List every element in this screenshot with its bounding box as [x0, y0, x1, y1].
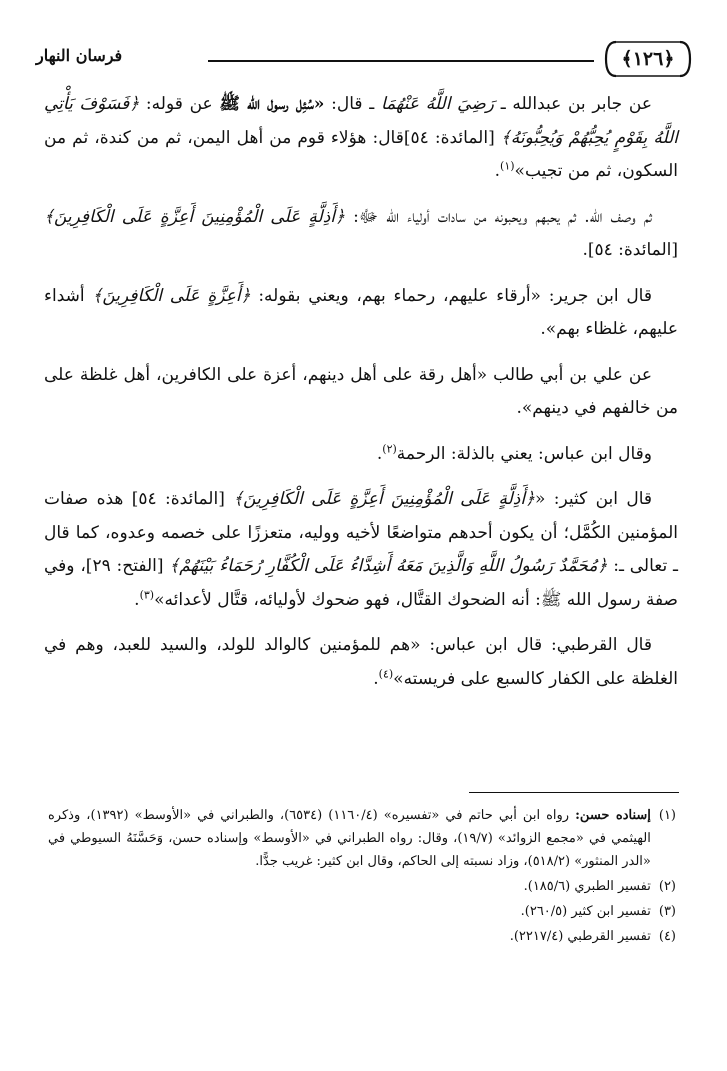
- footnote-body: تفسير ابن كثير (٢٦٠/٥).: [520, 904, 651, 919]
- text-segment: ثم وصف الله. ثم يحبهم ويحبونه من سادات أولياء الله ﷻ:: [344, 206, 652, 227]
- footnote-reference: (٢): [382, 441, 397, 455]
- footnote: [48, 875, 676, 898]
- paragraph: [44, 483, 678, 617]
- footnote-reference: (٤): [378, 666, 394, 680]
- text-segment: قال القرطبي: قال ابن عباس: «هم للمؤمنين كالوالد للولد، والسيد للعبد، وهم في الغلظة على الكفار كالسبع على فريسته»: [44, 635, 678, 689]
- footnote: [48, 804, 676, 873]
- text-segment: .: [373, 668, 379, 689]
- text-segment: [المائدة: ٥٤] هذه صفات المؤمنين الكُمَّل؛ أن يكون أحدهم متواضعًا لأخيه ووليه، متعززًا على خصمه وعدوه، كما قال ـ تعالى ـ:: [44, 489, 678, 576]
- paragraph: [44, 359, 678, 426]
- footnote-reference: (٣): [139, 587, 155, 601]
- main-text: [44, 88, 678, 708]
- footnote-text: [48, 900, 651, 923]
- footnote: [48, 925, 676, 948]
- footnote-separator: [469, 792, 679, 793]
- footnote-number: (١): [658, 808, 676, 823]
- footnote-body: تفسير القرطبي (٢٢١٧/٤).: [509, 929, 651, 944]
- text-segment: عن قوله:: [139, 94, 220, 114]
- footnote-grading: إسناده حسن:: [575, 808, 651, 823]
- footnote-reference: (١): [500, 159, 515, 173]
- footnote-number: (٤): [658, 929, 676, 944]
- text-segment: [المائدة: ٥٤].: [582, 240, 678, 260]
- text-segment: وقال ابن عباس: يعني بالذلة: الرحمة: [396, 443, 652, 464]
- text-segment: أشداء عليهم، غلظاء بهم».: [44, 285, 678, 339]
- quran-verse: ﴿أَذِلَّةٍ عَلَى الْمُؤْمِنِينَ أَعِزَّةٍ عَلَى الْكَافِرِينَ﴾: [44, 206, 345, 227]
- footnotes: [48, 804, 676, 950]
- quran-verse: ﴿فَسَوْفَ يَأْتِي اللَّهُ بِقَوْمٍ يُحِبُّهُمْ وَيُحِبُّونَهُ﴾: [44, 94, 678, 148]
- quran-verse: ﴿أَعِزَّةٍ عَلَى الْكَافِرِينَ﴾: [92, 285, 251, 306]
- footnote-text: [48, 804, 651, 873]
- emphasized-text: «سُئِل رسول الله ﷺ: [219, 94, 325, 114]
- quran-verse: ﴿مُحَمَّدٌ رَسُولُ اللَّهِ وَالَّذِينَ مَعَهُ أَشِدَّاءُ عَلَى الْكُفَّارِ رُحَمَاءُ بَيْنَهُمْ﴾: [169, 556, 608, 576]
- paragraph: [44, 201, 678, 268]
- paragraph: [44, 280, 678, 347]
- paragraph: [44, 88, 678, 189]
- header-rule: [208, 60, 594, 62]
- text-segment: قال ابن جرير: «أرقاء عليهم، رحماء بهم، ويعني بقوله:: [250, 285, 652, 306]
- paragraph: [44, 629, 678, 696]
- quran-verse: ﴿أَذِلَّةٍ عَلَى الْمُؤْمِنِينَ أَعِزَّةٍ عَلَى الْكَافِرِينَ﴾: [233, 489, 536, 509]
- paragraph: [44, 438, 678, 472]
- footnote-text: [48, 925, 651, 948]
- text-segment: .: [134, 589, 140, 610]
- text-segment: [الفتح: ٢٩]، وفي صفة رسول الله ﷺ: أنه الضحوك القتَّال، فهو ضحوك لأوليائه، قتَّال لأعدائه»: [44, 556, 678, 610]
- text-segment: ـ قال:: [324, 94, 381, 114]
- text-segment: قال ابن كثير: «: [535, 489, 653, 509]
- footnote-text: [48, 875, 651, 898]
- footnote: [48, 900, 676, 923]
- footnote-number: (٢): [658, 879, 676, 894]
- text-segment: عن جابر بن عبدالله ـ: [493, 94, 652, 114]
- running-title: فرسان النهار: [36, 46, 123, 65]
- footnote-body: تفسير الطبري (١٨٥/٦).: [523, 879, 651, 894]
- footnote-body: رواه ابن أبي حاتم في «تفسيره» (١١٦٠/٤) (٦٥٣٤)، والطبراني في «الأوسط» (١٣٩٢)، وذكره الهيثمي في «مجمع الزوائد» (١٩/٧)، وقال: رواه الطبراني في «الأوسط» وإسناده حسن، وَحَسَّنَهُ السيوطي في «الدر المنثور» (٥١٨/٢)، وزاد نسبته إلى الحاكم، وقال ابن كثير: غريب جدًّا.: [48, 808, 651, 869]
- text-segment: [المائدة: ٥٤]قال: هؤلاء قوم من أهل اليمن، ثم من كندة، ثم من السكون، ثم من تجيب»: [44, 127, 678, 181]
- page-number: ﴿١٢٦﴾: [621, 48, 675, 70]
- text-segment: .: [494, 161, 501, 181]
- text-segment: .: [376, 443, 383, 464]
- page-number-ornament: [602, 38, 694, 80]
- footnote-number: (٣): [658, 904, 676, 919]
- quran-verse: رَضِيَ اللَّهُ عَنْهُمَا: [380, 94, 494, 114]
- page-header: [30, 30, 695, 78]
- text-segment: عن علي بن أبي طالب «أهل رقة على أهل دينهم، أعزة على الكافرين، أهل غلظة على من خالفهم في دينهم».: [44, 364, 678, 418]
